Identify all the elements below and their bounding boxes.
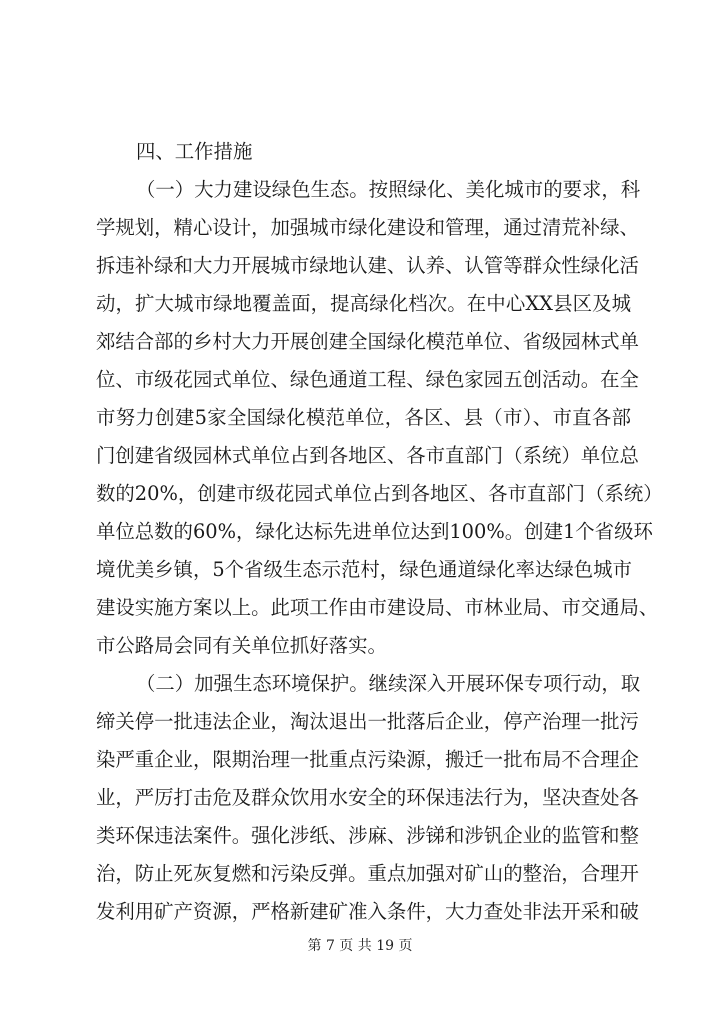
paragraph-line: 市努力创建5家全国绿化模范单位，各区、县（市）、市直各部 — [96, 406, 631, 429]
paragraph-line: 建设实施方案以上。此项工作由市建设局、市林业局、市交通局、 — [96, 596, 659, 619]
paragraph-line: 学规划，精心设计，加强城市绿化建设和管理，通过清荒补绿、 — [96, 216, 639, 239]
paragraph-line: 境优美乡镇，5个省级生态示范村，绿色通道绿化率达绿色城市 — [96, 558, 632, 581]
paragraph-line: 染严重企业，限期治理一批重点污染源，搬迁一批布局不合理企 — [96, 748, 639, 771]
section-heading: 四、工作措施 — [136, 140, 253, 163]
paragraph-line: 数的20%，创建市级花园式单位占到各地区、各市直部门（系统） — [96, 482, 663, 505]
paragraph-line: 郊结合部的乡村大力开展创建全国绿化模范单位、省级园林式单 — [96, 330, 639, 353]
paragraph-line: 单位总数的60%，绿化达标先进单位达到100%。创建1个省级环 — [96, 520, 653, 543]
paragraph-line: 市公路局会同有关单位抓好落实。 — [96, 634, 387, 657]
paragraph-line: 业，严厉打击危及群众饮用水安全的环保违法行为，坚决查处各 — [96, 786, 639, 809]
paragraph-line: （二）加强生态环境保护。继续深入开展环保专项行动，取 — [136, 672, 641, 695]
paragraph-line: 缔关停一批违法企业，淘汰退出一批落后企业，停产治理一批污 — [96, 710, 639, 733]
paragraph-line: 治，防止死灰复燃和污染反弹。重点加强对矿山的整治，合理开 — [96, 862, 639, 885]
paragraph-line: 位、市级花园式单位、绿色通道工程、绿色家园五创活动。在全 — [96, 368, 639, 391]
paragraph-line: 发利用矿产资源，严格新建矿准入条件，大力查处非法开采和破 — [96, 900, 639, 923]
page-number-footer: 第 7 页 共 19 页 — [307, 938, 413, 954]
paragraph-line: 拆违补绿和大力开展城市绿地认建、认养、认管等群众性绿化活 — [96, 254, 639, 277]
paragraph-line: 门创建省级园林式单位占到各地区、各市直部门（系统）单位总 — [96, 444, 639, 467]
paragraph-line: 类环保违法案件。强化涉纸、涉麻、涉锑和涉钒企业的监管和整 — [96, 824, 639, 847]
paragraph-line: 动，扩大城市绿地覆盖面，提高绿化档次。在中心XX县区及城 — [96, 292, 631, 315]
paragraph-line: （一）大力建设绿色生态。按照绿化、美化城市的要求，科 — [136, 178, 641, 201]
